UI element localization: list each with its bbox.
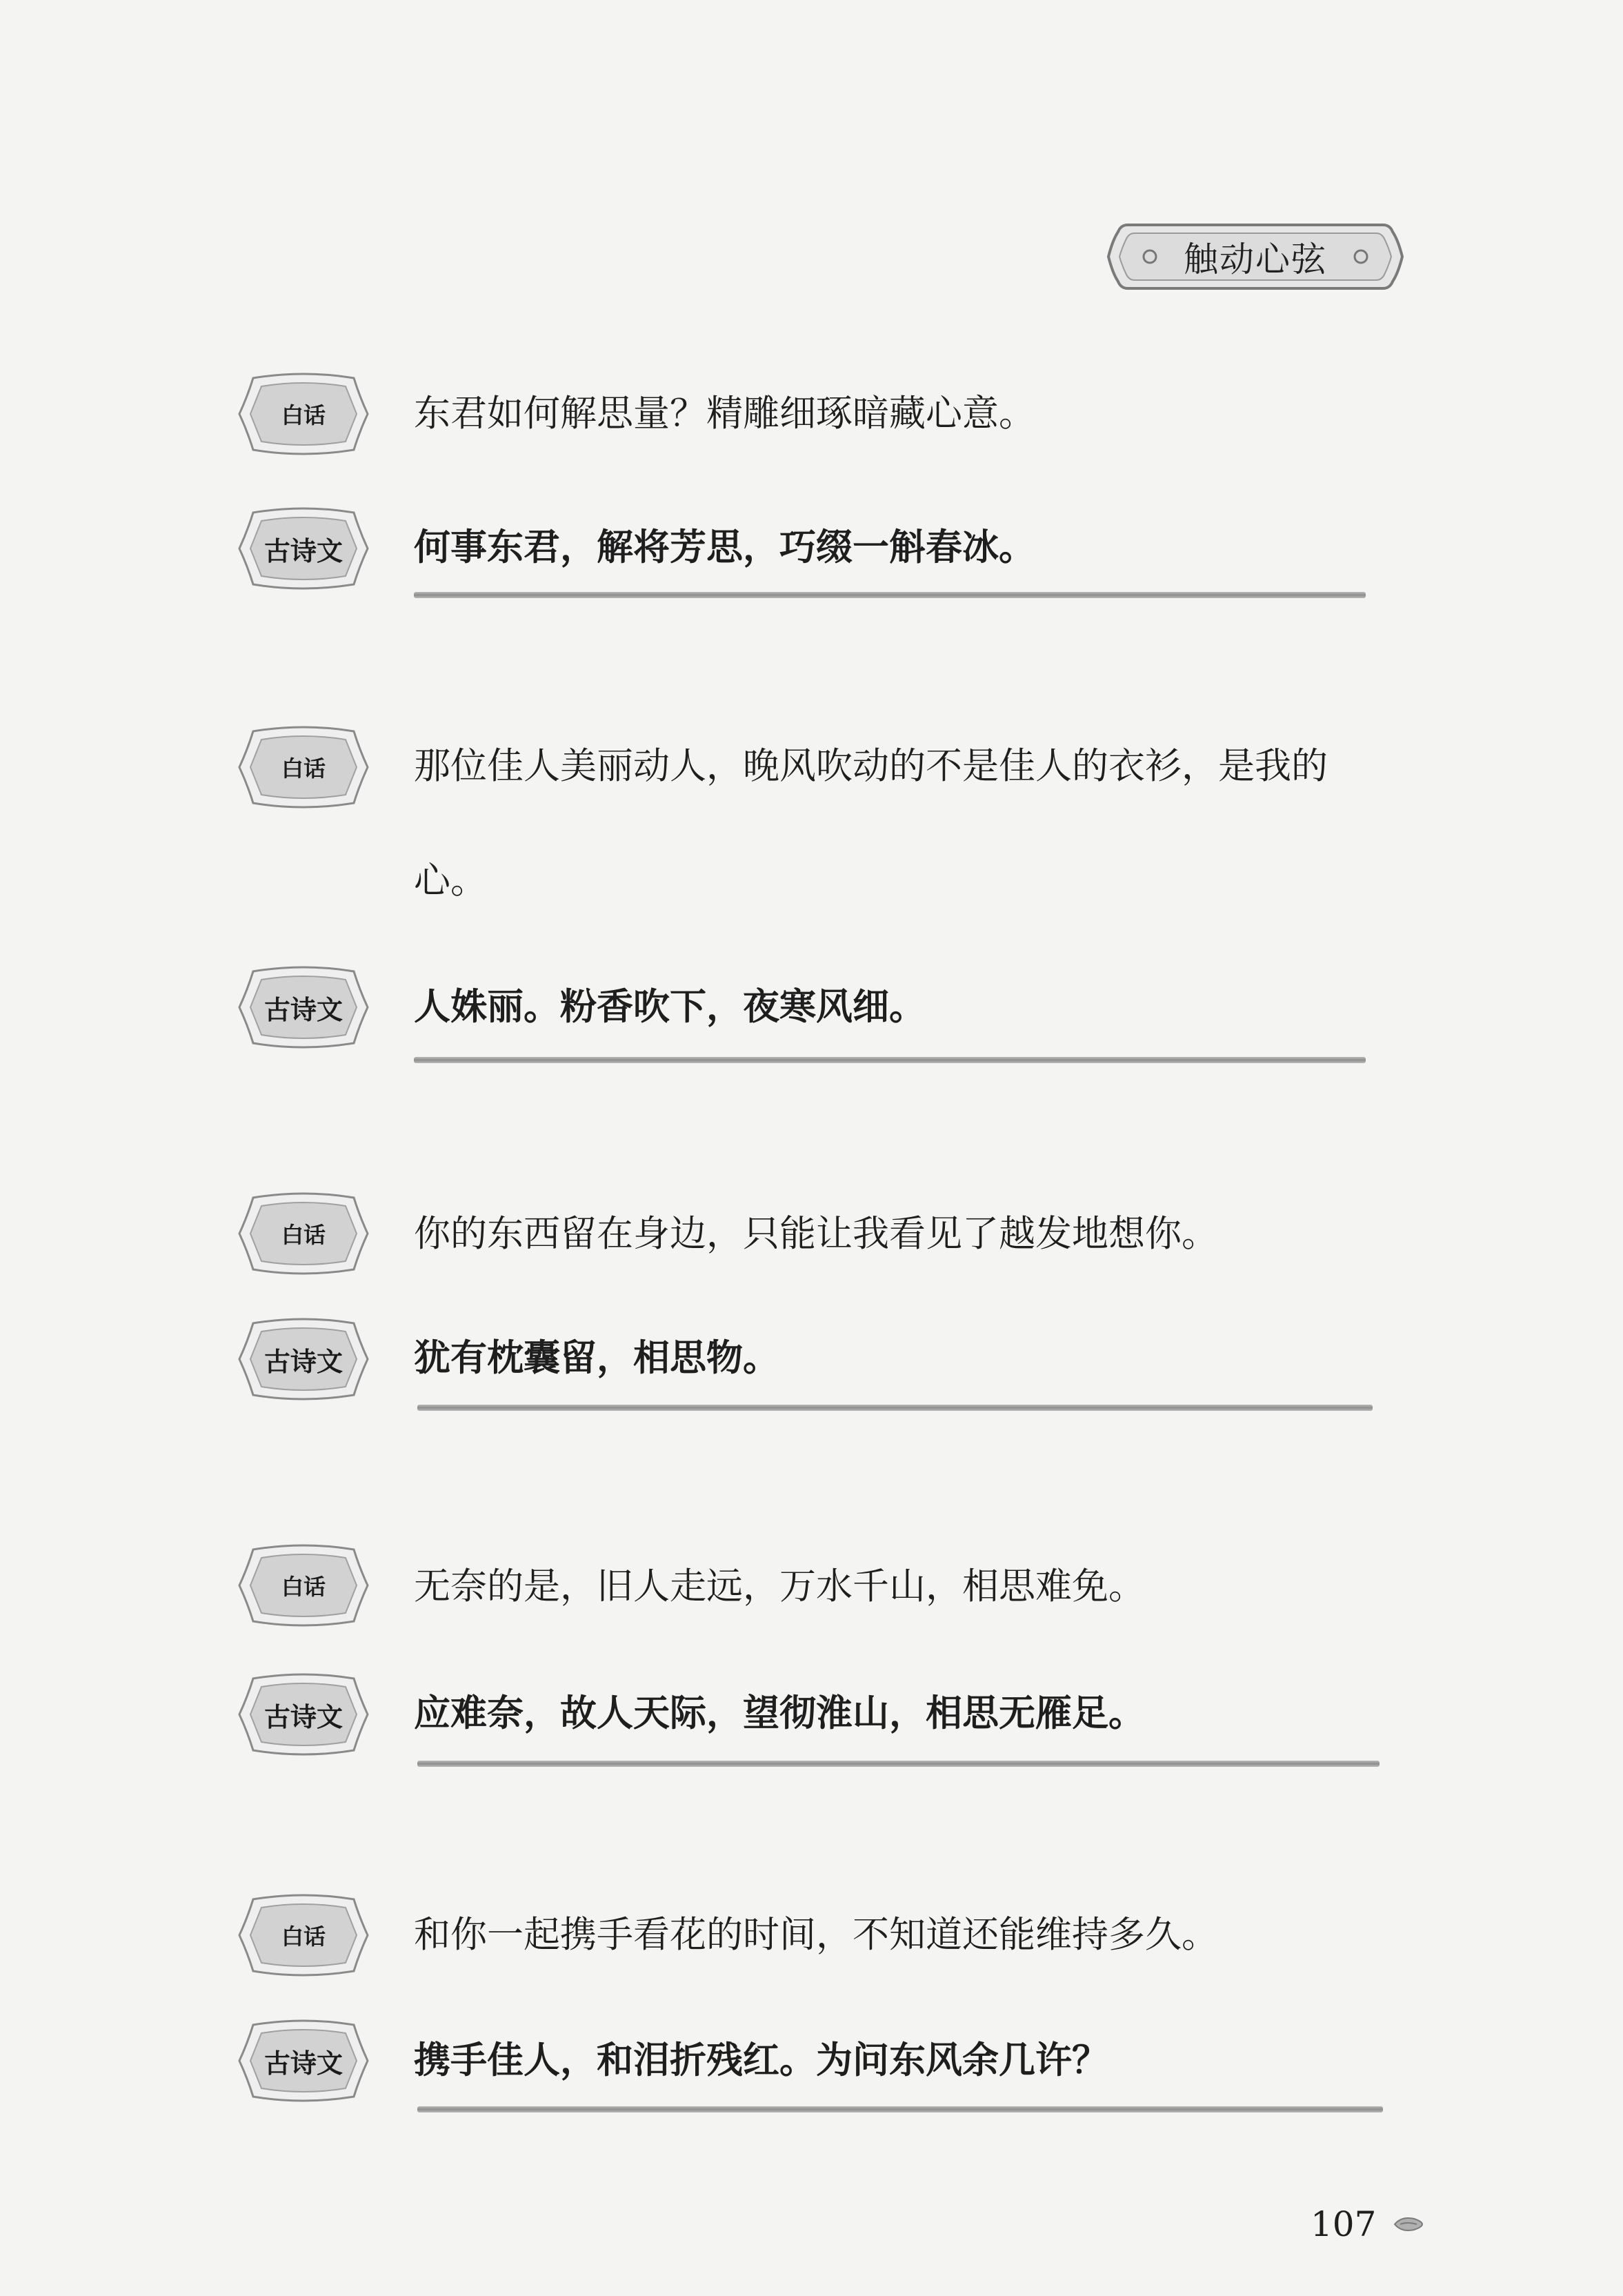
- baihua-badge: [238, 726, 369, 809]
- page-ornament-icon: [1393, 2216, 1424, 2233]
- baihua-text: 那位佳人美丽动人，晚风吹动的不是佳人的衣衫，是我的心。: [414, 745, 1328, 902]
- baihua-text: 和你一起携手看花的时间，不知道还能维持多久。: [414, 1914, 1218, 1956]
- section-tag: [1107, 219, 1404, 294]
- gushiwen-badge: [238, 966, 369, 1049]
- gushiwen-label: 古诗文: [263, 994, 343, 1025]
- gushiwen-badge: [238, 1673, 369, 1756]
- gushiwen-text: 携手佳人，和泪折残红。为问东风余几许？: [414, 2039, 1108, 2081]
- gushiwen-text: 何事东君，解将芳思，巧缀一斛春冰。: [414, 526, 1035, 568]
- baihua-label: 白话: [281, 1222, 326, 1248]
- section-title: 触动心弦: [1184, 239, 1327, 279]
- baihua-text: 东君如何解思量？精雕细琢暗藏心意。: [414, 393, 1035, 435]
- gushiwen-label: 古诗文: [263, 1701, 343, 1732]
- gushiwen-badge: [238, 2019, 369, 2102]
- baihua-badge: [238, 373, 369, 455]
- baihua-badge: [238, 1894, 369, 1977]
- baihua-text: 无奈的是，旧人走远，万水千山，相思难免。: [414, 1565, 1145, 1607]
- gushiwen-label: 古诗文: [263, 535, 343, 566]
- baihua-text: 你的东西留在身边，只能让我看见了越发地想你。: [414, 1213, 1218, 1255]
- baihua-label: 白话: [281, 1923, 326, 1950]
- gushiwen-badge: [238, 507, 369, 590]
- gushiwen-label: 古诗文: [263, 2048, 343, 2079]
- entry-divider: [414, 592, 1366, 598]
- baihua-badge: [238, 1192, 369, 1275]
- gushiwen-label: 古诗文: [263, 1346, 343, 1377]
- baihua-label: 白话: [281, 402, 326, 428]
- gushiwen-text: 应难奈，故人天际，望彻淮山，相思无雁足。: [414, 1692, 1145, 1734]
- baihua-badge: [238, 1544, 369, 1627]
- gushiwen-text: 人姝丽。粉香吹下，夜寒风细。: [414, 986, 926, 1028]
- baihua-label: 白话: [281, 755, 326, 782]
- entry-divider: [414, 1057, 1366, 1063]
- baihua-label: 白话: [281, 1574, 326, 1600]
- entry-divider: [417, 2106, 1383, 2112]
- gushiwen-badge: [238, 1318, 369, 1401]
- page-number: 107: [1311, 2204, 1377, 2244]
- gushiwen-text: 犹有枕囊留，相思物。: [414, 1337, 779, 1379]
- entry-divider: [417, 1405, 1373, 1411]
- entry-divider: [417, 1761, 1380, 1767]
